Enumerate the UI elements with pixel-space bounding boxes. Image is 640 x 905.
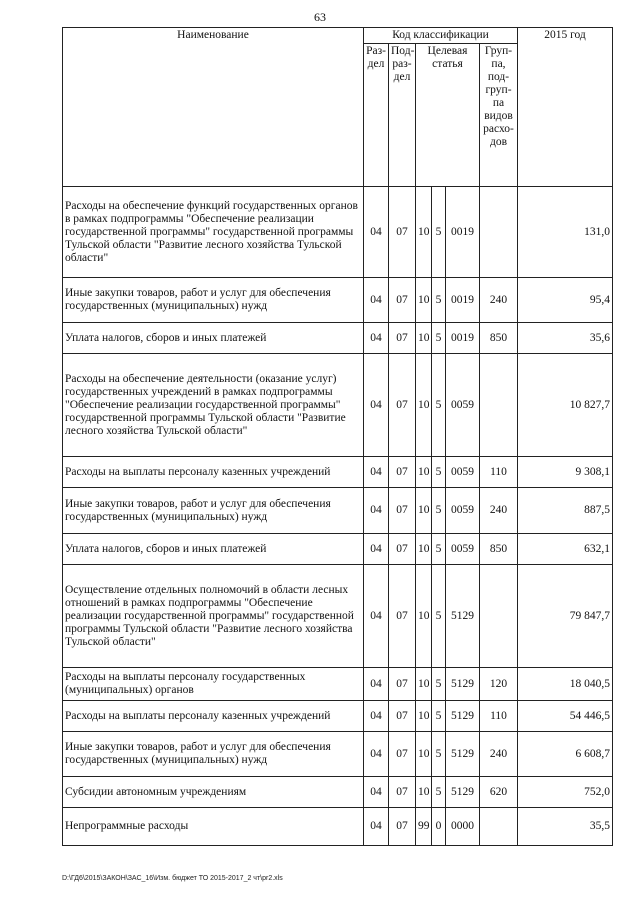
row-target-subprogram: 5 [432, 534, 446, 565]
row-name: Расходы на выплаты персоналу государственных (муниципальных) органов [63, 668, 364, 701]
row-amount: 9 308,1 [518, 457, 613, 488]
table-row [63, 808, 613, 846]
row-target-program: 10 [416, 323, 432, 354]
row-target-direction: 0019 [446, 278, 480, 323]
row-razdel: 04 [364, 354, 389, 457]
row-target-direction: 0000 [446, 808, 480, 846]
row-expense-type: 240 [480, 732, 518, 777]
row-razdel: 04 [364, 187, 389, 278]
row-expense-type [480, 187, 518, 278]
row-razdel: 04 [364, 808, 389, 846]
row-name: Осуществление отдельных полномочий в области лесных отношений в рамках подпрограммы "Обеспечение реализации государственной программы" государственной программы Тульской области "Развитие лесного хозяйства Тульской области" [63, 565, 364, 668]
row-expense-type [480, 808, 518, 846]
row-name: Расходы на обеспечение функций государственных органов в рамках подпрограммы "Обеспечение реализации государственной программы" государственной программы Тульской области "Развитие лесного хозяйства Тульской области" [63, 187, 364, 278]
row-razdel: 04 [364, 701, 389, 732]
row-target-subprogram: 5 [432, 457, 446, 488]
row-target-subprogram: 5 [432, 354, 446, 457]
row-expense-type: 240 [480, 488, 518, 534]
row-target-subprogram: 5 [432, 777, 446, 808]
row-target-program: 10 [416, 354, 432, 457]
row-razdel: 04 [364, 777, 389, 808]
table-row [63, 701, 613, 732]
table-row [63, 732, 613, 777]
row-amount: 54 446,5 [518, 701, 613, 732]
row-target-direction: 0019 [446, 323, 480, 354]
row-name: Уплата налогов, сборов и иных платежей [63, 534, 364, 565]
table-row [63, 668, 613, 701]
row-amount: 6 608,7 [518, 732, 613, 777]
row-podrazdel: 07 [389, 488, 416, 534]
row-target-direction: 5129 [446, 668, 480, 701]
row-amount: 10 827,7 [518, 354, 613, 457]
row-name: Расходы на выплаты персоналу казенных учреждений [63, 457, 364, 488]
row-expense-type: 120 [480, 668, 518, 701]
row-target-program: 10 [416, 534, 432, 565]
row-expense-type: 620 [480, 777, 518, 808]
row-target-direction: 5129 [446, 701, 480, 732]
row-expense-type [480, 354, 518, 457]
header-razdel: Раз- дел [364, 44, 389, 187]
row-target-direction: 0059 [446, 354, 480, 457]
table-row [63, 354, 613, 457]
row-target-program: 10 [416, 777, 432, 808]
header-podrazdel: Под- раз- дел [389, 44, 416, 187]
row-amount: 95,4 [518, 278, 613, 323]
row-target-subprogram: 5 [432, 732, 446, 777]
table-row [63, 278, 613, 323]
budget-table [62, 27, 613, 846]
row-podrazdel: 07 [389, 323, 416, 354]
table-body [63, 187, 613, 846]
table-row [63, 323, 613, 354]
row-razdel: 04 [364, 457, 389, 488]
row-amount: 752,0 [518, 777, 613, 808]
row-podrazdel: 07 [389, 565, 416, 668]
row-razdel: 04 [364, 534, 389, 565]
table-row [63, 534, 613, 565]
row-target-subprogram: 5 [432, 323, 446, 354]
page-number: 63 [314, 10, 326, 24]
row-podrazdel: 07 [389, 187, 416, 278]
row-target-program: 10 [416, 701, 432, 732]
row-name: Расходы на выплаты персоналу казенных учреждений [63, 701, 364, 732]
row-amount: 79 847,7 [518, 565, 613, 668]
row-name: Расходы на обеспечение деятельности (оказание услуг) государственных учреждений в рамках подпрограммы "Обеспечение реализации государственной программы" государственной программы Тульской области "Развитие лесного хозяйства Тульской области" [63, 354, 364, 457]
row-amount: 887,5 [518, 488, 613, 534]
row-target-program: 10 [416, 668, 432, 701]
row-razdel: 04 [364, 732, 389, 777]
row-podrazdel: 07 [389, 354, 416, 457]
row-name: Иные закупки товаров, работ и услуг для обеспечения государственных (муниципальных) нужд [63, 732, 364, 777]
table-row [63, 488, 613, 534]
row-target-program: 10 [416, 278, 432, 323]
table-row [63, 457, 613, 488]
row-target-program: 10 [416, 732, 432, 777]
row-target-program: 99 [416, 808, 432, 846]
row-expense-type [480, 565, 518, 668]
row-podrazdel: 07 [389, 777, 416, 808]
row-target-direction: 5129 [446, 732, 480, 777]
row-podrazdel: 07 [389, 534, 416, 565]
row-name: Уплата налогов, сборов и иных платежей [63, 323, 364, 354]
row-razdel: 04 [364, 278, 389, 323]
row-target-subprogram: 5 [432, 668, 446, 701]
row-target-direction: 5129 [446, 565, 480, 668]
row-target-direction: 0059 [446, 457, 480, 488]
row-target-program: 10 [416, 457, 432, 488]
row-podrazdel: 07 [389, 457, 416, 488]
row-target-direction: 5129 [446, 777, 480, 808]
row-expense-type: 110 [480, 701, 518, 732]
row-target-subprogram: 5 [432, 565, 446, 668]
row-razdel: 04 [364, 668, 389, 701]
row-expense-type: 110 [480, 457, 518, 488]
header-year: 2015 год [518, 28, 613, 187]
header-target-article: Целевая статья [416, 44, 480, 187]
table-row [63, 777, 613, 808]
row-target-subprogram: 0 [432, 808, 446, 846]
row-razdel: 04 [364, 323, 389, 354]
row-podrazdel: 07 [389, 701, 416, 732]
row-target-program: 10 [416, 187, 432, 278]
row-amount: 131,0 [518, 187, 613, 278]
header-row-top [63, 28, 613, 44]
row-podrazdel: 07 [389, 278, 416, 323]
row-amount: 35,6 [518, 323, 613, 354]
row-name: Субсидии автономным учреждениям [63, 777, 364, 808]
row-name: Иные закупки товаров, работ и услуг для обеспечения государственных (муниципальных) нужд [63, 488, 364, 534]
row-name: Иные закупки товаров, работ и услуг для обеспечения государственных (муниципальных) нужд [63, 278, 364, 323]
row-expense-type: 850 [480, 534, 518, 565]
row-target-subprogram: 5 [432, 278, 446, 323]
row-target-program: 10 [416, 488, 432, 534]
row-target-subprogram: 5 [432, 187, 446, 278]
row-target-direction: 0019 [446, 187, 480, 278]
footer-file-path: D:\ГД6\2015\ЗАКОН\ЗАС_16\Изм. бюджет ТО 2015-2017_2 чт\pr2.xls [62, 875, 283, 882]
row-target-direction: 0059 [446, 488, 480, 534]
table-row [63, 187, 613, 278]
row-razdel: 04 [364, 488, 389, 534]
row-expense-type: 850 [480, 323, 518, 354]
row-name: Непрограммные расходы [63, 808, 364, 846]
row-target-direction: 0059 [446, 534, 480, 565]
header-name: Наименование [63, 28, 364, 187]
row-razdel: 04 [364, 565, 389, 668]
row-podrazdel: 07 [389, 808, 416, 846]
row-target-subprogram: 5 [432, 488, 446, 534]
header-code-group: Код классификации [364, 28, 518, 44]
row-amount: 632,1 [518, 534, 613, 565]
row-expense-type: 240 [480, 278, 518, 323]
header-expense-type: Груп- па, под- груп- па видов расхо- дов [480, 44, 518, 187]
table-row [63, 565, 613, 668]
row-target-program: 10 [416, 565, 432, 668]
row-podrazdel: 07 [389, 732, 416, 777]
row-podrazdel: 07 [389, 668, 416, 701]
row-amount: 18 040,5 [518, 668, 613, 701]
row-amount: 35,5 [518, 808, 613, 846]
row-target-subprogram: 5 [432, 701, 446, 732]
